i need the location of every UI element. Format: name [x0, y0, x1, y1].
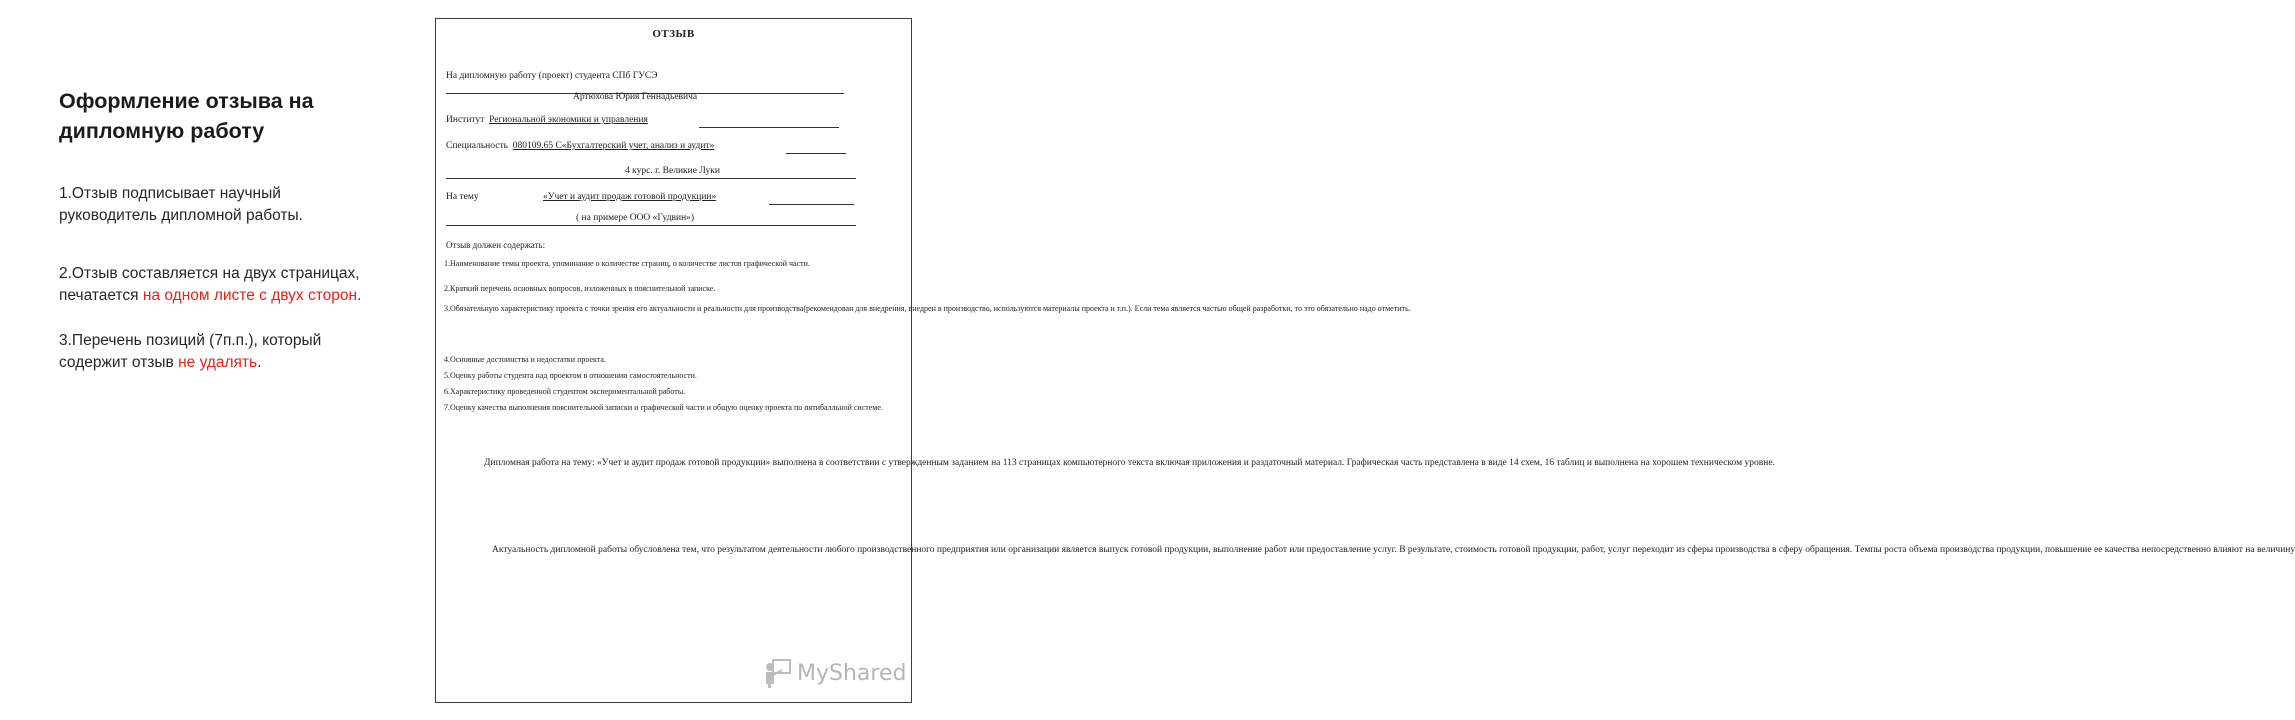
course-underline [446, 178, 856, 179]
doc-title: ОТЗЫВ [652, 28, 695, 40]
point-3-highlight: не удалять [178, 354, 258, 371]
doc-item-4: 4.Основные достоинства и недостатки проекта. [444, 355, 606, 364]
point-3 [59, 330, 379, 374]
topic-underline [769, 204, 854, 205]
specialty-underline [786, 153, 846, 154]
doc-course: 4 курс. г. Великие Луки [625, 166, 720, 176]
person-board-icon [764, 658, 792, 688]
point-2-highlight: на одном листе с двух сторон [142, 287, 358, 304]
doc-item-7: 7.Оценку качества выполнения пояснительной записки и графической части и общую оценку проекта по пятибалльной системе. [444, 403, 883, 412]
doc-item-6: 6.Характеристику проведенной студентом экспериментальной работы. [444, 387, 686, 396]
watermark [764, 655, 906, 691]
institute-value: Региональной экономики и управления [489, 115, 648, 125]
doc-institute [446, 115, 648, 125]
point-3-end: . [257, 354, 262, 371]
doc-specialty [446, 141, 714, 151]
doc-topic [446, 192, 716, 202]
topic-value: «Учет и аудит продаж готовой продукции» [542, 192, 717, 202]
doc-topic2: ( на примере ООО «Гудвин») [576, 213, 695, 223]
watermark-text: MyShared [797, 660, 907, 686]
doc-contents-heading: Отзыв должен содержать: [446, 240, 546, 250]
doc-paragraph-2: Актуальность дипломной работы обусловлена тем, что результатом деятельности любого производственного предприятия или организации является выпуск готовой продукции, выполнение работ или предоставление услуг. В результате, стоимость готовой продукции, работ, услуг переходит из сферы производства в сферу обращения. Темпы роста объема производства продукции, повышение ее качества непосредственно влияют на величину [492, 545, 2295, 555]
doc-item-5: 5.Оценку работы студента над проектом в отношении самостоятельности. [444, 371, 697, 380]
slide-title: Оформление отзыва на дипломную работу [59, 89, 314, 143]
topic-label: На тему [446, 192, 479, 202]
institute-label: Институт [446, 115, 485, 125]
point-2-end: . [357, 287, 362, 304]
doc-student: Артюхова Юрия Геннадьевича [573, 92, 698, 102]
specialty-value: 080109.65 С«Бухгалтерский учет, анализ и аудит» [512, 141, 715, 151]
point-3-text: 3.Перечень позиций (7п.п.), который содержит отзыв [59, 332, 322, 371]
doc-work-line: На дипломную работу (проект) студента СПб ГУСЭ [446, 71, 658, 81]
point-2 [59, 263, 379, 307]
point-2-text: 2.Отзыв составляется на двух страницах, печатается [59, 265, 360, 304]
topic2-underline [446, 225, 856, 226]
point-1: 1.Отзыв подписывает научный руководитель дипломной работы. [59, 185, 303, 224]
review-document [435, 18, 2295, 703]
doc-paragraph-1: Дипломная работа на тему: «Учет и аудит продаж готовой продукции» выполнена в соответствии с утвержденным заданием на 113 страницах компьютерного текста включая приложения и раздаточный материал. Графическая часть представлена в виде 14 схем, 16 таблиц и выполнена на хорошем техническом уровне. [484, 458, 1775, 468]
doc-item-3: 3.Обязательную характеристику проекта с точки зрения его актуальности и реальности для производства(рекомендован для внедрения, внедрен в производство, используются материалы проекта и т.п.). Если тема является частью общей разработки, то это обязательно надо отметить. [444, 304, 1411, 313]
doc-item-2: 2.Краткий перечень основных вопросов, изложенных в пояснительной записке. [444, 284, 716, 293]
doc-item-1: 1.Наименование темы проекта, упоминание о количестве страниц, о количестве листов графической части. [444, 259, 810, 268]
specialty-label: Специальность [446, 141, 508, 151]
institute-underline [699, 127, 839, 128]
